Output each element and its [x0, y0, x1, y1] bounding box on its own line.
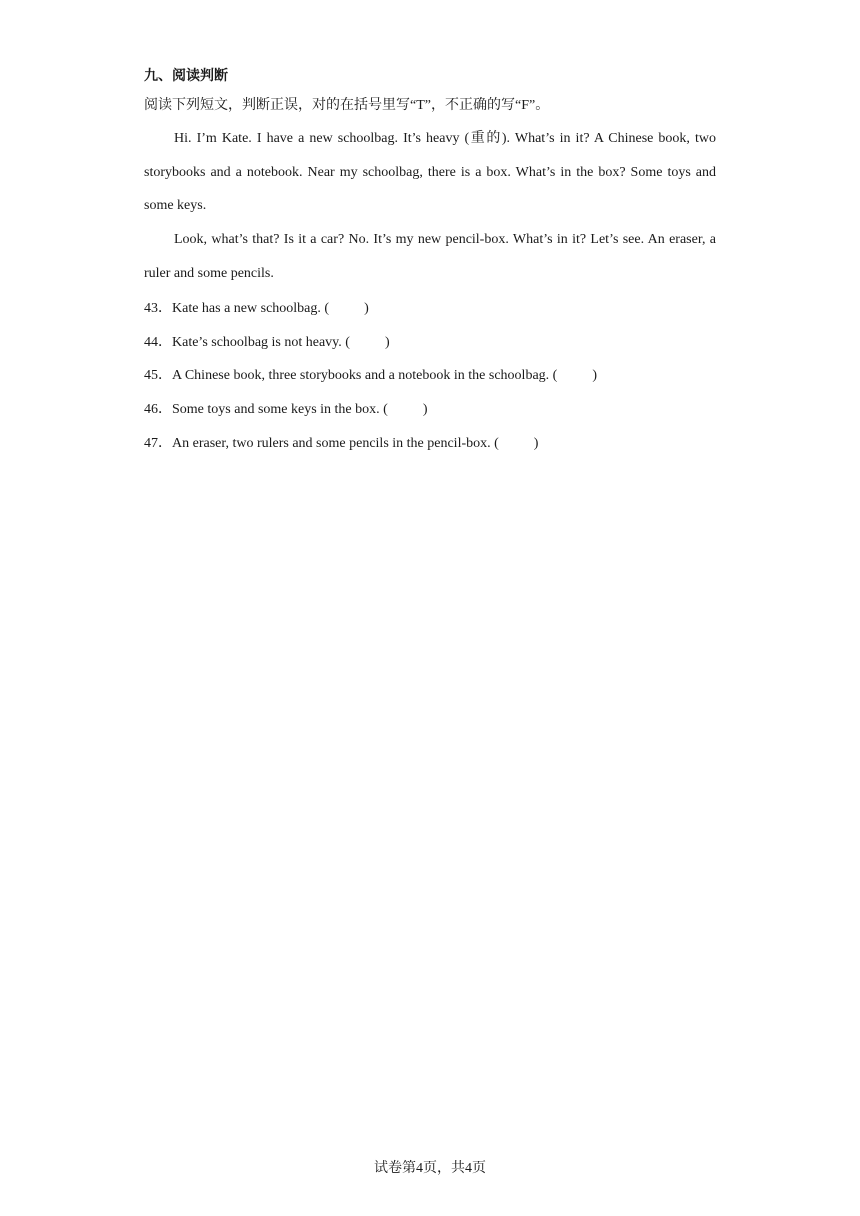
question-number: 46． — [144, 402, 172, 418]
section-title: 九、阅读判断 — [144, 68, 228, 84]
question-46 — [144, 393, 724, 427]
question-text: A Chinese book, three storybooks and a notebook in the schoolbag. — [172, 368, 553, 384]
question-44 — [144, 326, 724, 360]
question-text: Kate has a new schoolbag. — [172, 301, 325, 316]
question-number: 44． — [144, 334, 172, 350]
passage-paragraph-1: Hi. I’m Kate. I have a new schoolbag. It’s heavy (重的). What’s in it? A Chinese book, two storybooks and a notebook. Near my schoolbag, there is a box. What’s in the box? Some toys and some keys. — [144, 131, 716, 214]
answer-blank[interactable]: ( ) — [552, 368, 597, 384]
question-number: 47． — [144, 435, 172, 451]
passage-paragraph-2: Look, what’s that? Is it a car? No. It’s my new pencil-box. What’s in it? Let’s see. An eraser, a ruler and some pencils. — [144, 232, 716, 281]
question-47 — [144, 427, 724, 461]
question-number: 45． — [144, 368, 172, 384]
answer-blank[interactable]: ( ) — [324, 301, 369, 316]
question-number: 43． — [144, 301, 172, 316]
answer-blank[interactable]: ( ) — [494, 435, 539, 451]
page-footer: 试卷第4页，共4页 — [374, 1161, 486, 1176]
section-instruction: 阅读下列短文，判断正误，对的在括号里写“T”，不正确的写“F”。 — [144, 98, 550, 113]
question-list — [144, 292, 724, 461]
question-text: Some toys and some keys in the box. — [172, 402, 384, 418]
question-45 — [144, 359, 724, 393]
question-text: An eraser, two rulers and some pencils in the pencil-box. — [172, 435, 495, 451]
answer-blank[interactable]: ( ) — [383, 402, 428, 418]
question-text: Kate’s schoolbag is not heavy. — [172, 334, 346, 350]
question-43 — [144, 292, 724, 326]
answer-blank[interactable]: ( ) — [345, 334, 390, 350]
